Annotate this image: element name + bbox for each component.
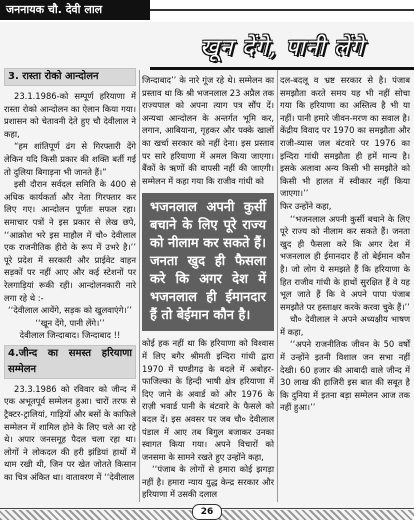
slogan-2: ‘‘खून देंगे, पानी लेंगे।’’ xyxy=(35,317,105,328)
column-divider xyxy=(139,70,140,502)
header-strip xyxy=(0,0,414,22)
section-3-quote: “हम शांतिपूर्ण ढंग से गिरफ्तारी देंगे लेकिन यदि किसी प्रकार की शक्ति बर्ती गई तो दुलिया बिगाड़ना भी जानते हैं।” xyxy=(4,141,136,177)
column-3-text-top: दल-बदलू व भ्रष्ट सरकार से है। पंजाब समझौता करते समय यह भी नहीं सोचा गया कि हरियाणा का अस्तित्व है भी या नहीं। पानी हमारे जीवन-मरण का सवाल है। केंद्रीय विवाद पर 1970 का समझौता और राजी-व्यास जल बंटवारे पर 1976 का इन्दिरा गांधी समझौता ही हमें मान्य है। इसके अलावा अन्य किसी भी समझौते को किसी भी हालत में स्वीकार नहीं किया जाएगा।’’ xyxy=(280,75,410,199)
column-3-text-mid-1: फिर उन्होंने कहा, xyxy=(280,200,332,211)
section-3-heading: 3. रास्ता रोको आन्दोलन xyxy=(4,68,136,86)
column-1 xyxy=(4,66,136,484)
column-2-text-top: जिन्दाबाद’’ के नारे गूंज रहे थे। सम्मेलन का प्रस्ताव था कि श्री भजनलाल 23 अप्रैल तक राज्यपाल को अपना त्याग पत्र सौंप दें। अन्यथा आन्दोलन के अन्तर्गत भूमि कर, लगान, आबियाना, गृहकर और पक्के खालों का खर्चा सरकार को नहीं देना। इस प्रस्ताव पर सारे हरियाणा में अमल किया जाएगा। बैंकों के ऋणों की वापसी नहीं की जाएगी। सम्मेलन में कहा गया कि राजीव गांधी को xyxy=(142,75,274,186)
header-bar xyxy=(0,0,150,20)
section-4-text: 23.3.1986 को रविवार को जीन्द में एक अभूतपूर्व सम्मेलन हुआ। चारों तरफ से ट्रैक्टर-ट्रालियां, गाड़ियों और बसों के काफिले सम्मेलन में शामिल होने के लिए चले आ रहे थे। अपार जनसमूह पैदल चला रहा था। लोगों ने लोकदल की हरी झंडियां हाथों में थाम रखी थी, जिन पर खेत जोतते किसान का चित्र अंकित था। वातावरण में ‘‘देवीलाल xyxy=(4,383,136,483)
column-3-text-bottom: ‘‘अपने राजनीतिक जीवन के 50 वर्षों में उन्होंने इतनी विशाल जन सभा नहीं देखी। 60 हजार की आबादी वाले जीन्द में 30 लाख की हाजिरी इस बात की सबूत है कि दुनिया में इतना बड़ा सम्मेलन आज तक नहीं हुआ।’’ xyxy=(280,339,410,413)
publication-tab: जननायक चौ. देवी लाल xyxy=(6,3,103,16)
pull-quote-box: भजनलाल अपनी कुर्सी बचाने के लिए पूरे राज्य को नीलाम कर सकते हैं। जनता खुद ही फैसला करे कि अगर देश में भजनलाल ही ईमानदार हैं तो बेईमान कौन है। xyxy=(142,193,274,331)
section-3-text-2: इसी दौरान सर्वदल समिति के 400 से अधिक कार्यकर्ता और नेता गिरफ्तार कर लिए गए। आन्दोलन पूर्णतः सफल रहा। समाचार पत्रों ने इस प्रकार से लेख छपे, ‘‘आक्रोश भरे इस माहौल में चौ० देवीलाल एक राजनीतिक हीरो के रूप में उभरे है।’’ पूरे प्रदेश में सरकारी और प्राईवेट वाहन सड़कों पर नहीं आए और कई स्टेशनों पर रेलगाड़ियां रूकी रही। आन्दोलनकारी नारे लगा रहे थे :- xyxy=(4,179,136,303)
column-divider xyxy=(277,70,278,502)
header-rule xyxy=(150,9,414,11)
column-3 xyxy=(280,74,410,414)
column-2-text-bottom: कोई हक नहीं था कि हरियाणा को विश्वास में लिए बगैर श्रीमती इन्दिरा गांधी द्वारा 1970 में घण्डीगढ़ के बदले में अबोहर-फाजिल्का के हिन्दी भाषी क्षेत्र हरियाणा में दिए जाने के अवार्ड को और 1976 के राज़ी भवार्ड पानी के बंटवारे के फैसले को बदल दें। इस अवसर पर जब चौ० देवीलाल पंडाल में आए तब बिगुल बजाकर उनका स्वागत किया गया। अपने विचारों को जनसमा के सामने रखते हुए उन्होंने कहा, xyxy=(142,338,274,462)
headline-banner xyxy=(150,24,414,70)
page-number: 26 xyxy=(192,504,222,520)
column-2 xyxy=(142,74,274,501)
column-3-text-mid-3: चौ० देवीलाल ने अपने अध्यक्षीय भाषण में कहा, xyxy=(280,314,410,337)
headline-title: खून देंगे, पानी लेंगे xyxy=(199,34,365,61)
slogan-1: ‘‘देवीलाल आयेंगे, सड़क को खुलवाएंगे।’’ xyxy=(8,305,132,316)
section-3-text: 23.1.1986-को सम्पूर्ण हरियाणा में रास्ता रोको आन्दोलन का ऐलान किया गया। प्रशासन को चेतावनी देते हुए चौ देवीलाल ने कहा, xyxy=(4,91,136,139)
slogan-3: देवीलाल जिन्दाबाद। जिन्दाबाद !! xyxy=(19,330,121,341)
section-4-heading: 4.जीन्द का समस्त हरियाणा सम्मेलन xyxy=(4,345,136,379)
column-2-quote: ‘‘पंजाब के लोगों से हमारा कोई झगड़ा नहीं है। हमारा न्याय युद्ध केन्द्र सरकार और हरियाणा में उसकी दलाल xyxy=(142,464,274,500)
column-3-text-mid-2: ‘‘भजनलाल अपनी कुर्सी बचाने के लिए पूरे राज्य को नीलाम कर सकते हैं। जनता खुद ही फैसला करे कि अगर देश में भजनलाल ही ईमानदार हैं तो बेईमान कौन है। जो लोग ये समझते हैं कि हरियाणा के हित राजीव गांधी के हाथों सुरक्षित हैं वे यह भूल जाते हैं कि वे अपने पापा पंजाब समझौते पर हस्ताक्षर करके करवा चुके हैं।’’ xyxy=(280,213,410,312)
